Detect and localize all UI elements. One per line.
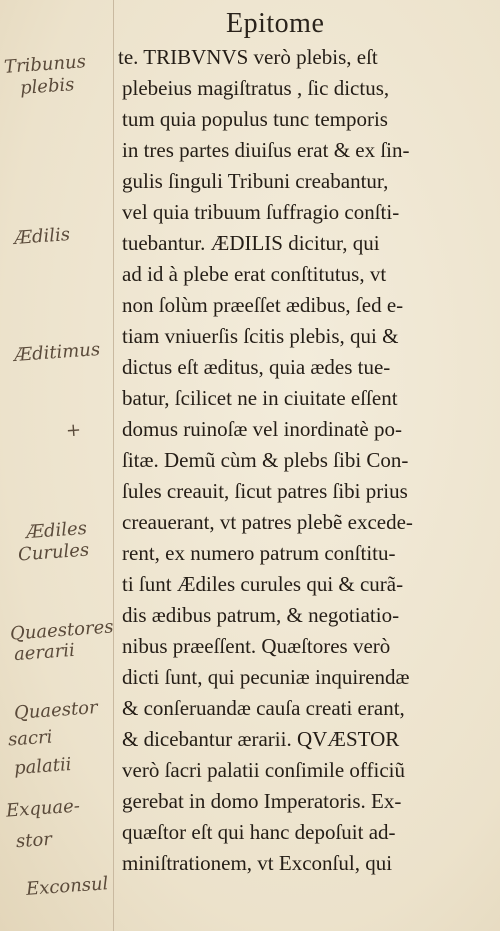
text-line: tum quia populus tunc temporis [122,107,388,131]
text-line: miniſtrationem, vt Exconſul, qui [122,851,393,875]
margin-annotation: + [65,419,82,442]
text-line: quæſtor eſt qui hanc depoſuit ad- [122,820,396,844]
text-line: & conſeruandæ cauſa creati erant, [122,696,405,720]
margin-annotation: Tribunus [3,51,87,78]
text-line: batur, ſcilicet ne in ciuitate eſſent [122,386,398,410]
text-line: tuebantur. ÆDILIS dicitur, qui [122,231,380,255]
margin-annotation: stor [15,828,53,853]
text-line: ſules creauit, ſicut patres ſibi prius [122,479,408,503]
text-line: dicti ſunt, qui pecuniæ inquirendæ [122,665,410,689]
margin-annotation: plebis [19,74,76,99]
text-line: non ſolùm præeſſet ædibus, ſed e- [122,293,404,317]
margin-annotation: Ædilis [13,224,71,249]
text-line: vel quia tribuum ſuffragio conſti- [122,200,400,224]
text-line: verò ſacri palatii conſimile officiũ [122,758,406,782]
text-line: creauerant, vt patres plebẽ excede- [122,510,413,534]
margin-annotation: Æditimus [13,339,101,366]
text-line: domus ruinoſæ vel inordinatè po- [122,417,402,441]
margin-annotation: palatii [13,754,73,779]
text-line: in tres partes diuiſus erat & ex ſin- [122,138,410,162]
text-line: te. TRIBVNVS verò plebis, eſt [118,45,378,69]
text-line: ad id à plebe erat conſtitutus, vt [122,262,387,286]
margin-annotation: sacri [7,726,54,751]
margin-annotation: Exquae- [5,795,81,822]
body-text [118,42,493,879]
margin-annotation: Curules [17,539,90,566]
margin-annotation: aerarii [13,639,76,666]
text-line: tiam vniuerſis ſcitis plebis, qui & [122,324,399,348]
text-line: dictus eſt æditus, quia ædes tue- [122,355,391,379]
text-line: gulis ſinguli Tribuni creabantur, [122,169,389,193]
text-line: plebeius magiſtratus , ſic dictus, [122,76,390,100]
text-line: gerebat in domo Imperatoris. Ex- [122,789,402,813]
text-line: dis ædibus patrum, & negotiatio- [122,603,400,627]
text-line: ti ſunt Ædiles curules qui & curã- [122,572,404,596]
margin-annotation: Quaestor [13,697,99,724]
margin-annotation: Ædiles [25,517,88,544]
running-header: Epitome [226,8,325,39]
text-line: ſitæ. Demũ cùm & plebs ſibi Con- [122,448,409,472]
margin-annotation: Quaestores [9,616,115,645]
margin-rule [113,0,114,931]
margin-annotation: Exconsul [25,873,110,900]
text-line: & dicebantur ærarii. QVÆSTOR [122,727,400,751]
text-line: nibus præeſſent. Quæſtores verò [122,634,391,658]
text-line: rent, ex numero patrum conſtitu- [122,541,396,565]
